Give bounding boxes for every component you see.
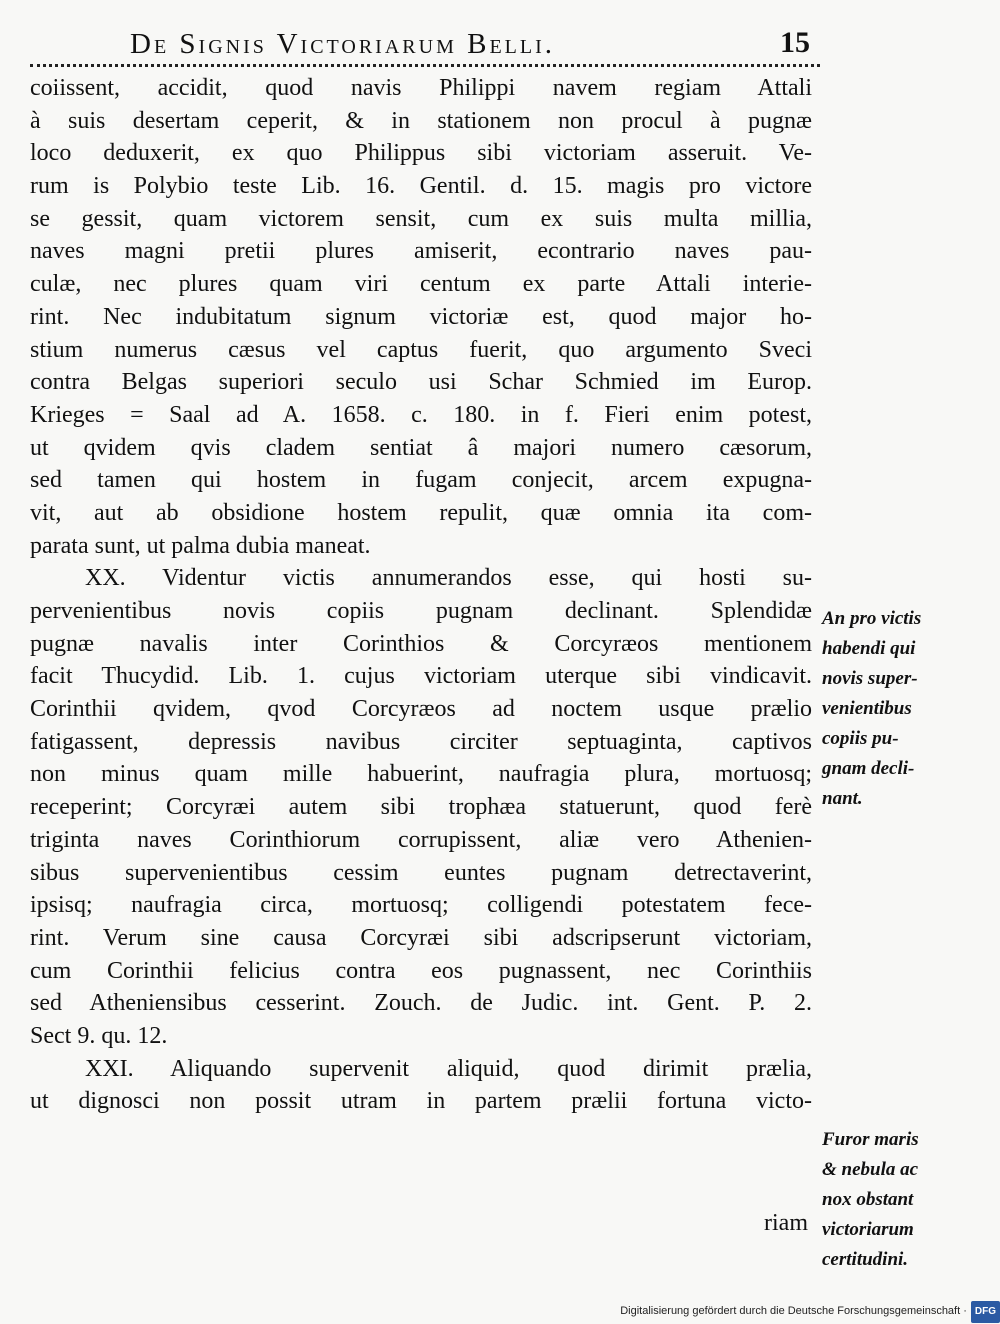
page-header [130, 24, 810, 64]
running-title: De Signis Victoriarum Belli. [130, 28, 555, 60]
margin-note-line: gnam decli- [822, 758, 915, 779]
catchword: riam [764, 1210, 808, 1236]
text-line: stium numerus cæsus vel captus fuerit, quo argumento Sveci [30, 336, 812, 363]
text-line: rint. Verum sine causa Corcyræi sibi adscripserunt victoriam, [30, 924, 812, 951]
text-line: fatigassent, depressis navibus circiter septuaginta, captivos [30, 728, 812, 755]
margin-note-line: An pro victis [822, 608, 922, 629]
text-line: vit, aut ab obsidione hostem repulit, quæ omnia ita com- [30, 499, 812, 526]
margin-note-line: certitudini. [822, 1249, 909, 1270]
text-line: pervenientibus novis copiis pugnam declinant. Splendidæ [30, 598, 812, 624]
text-line: ipsisq; naufragia circa, mortuosq; colligendi potestatem fece- [30, 892, 812, 919]
text-line: ut qvidem qvis cladem sentiat â majori numero cæsorum, [30, 434, 812, 461]
text-line: non minus quam mille habuerint, naufragia plura, mortuosq; [30, 761, 812, 788]
margin-note-line: & nebula ac [822, 1159, 919, 1180]
text-line: facit Thucydid. Lib. 1. cujus victoriam uterque sibi vindicavit. [30, 663, 812, 690]
section-heading-line: XX. Videntur victis annumerandos esse, qui hosti su- [85, 565, 812, 592]
text-line: ut dignosci non possit utram in partem prælii fortuna victo- [30, 1088, 812, 1115]
text-line: à suis desertam ceperit, & in stationem non procul à pugnæ [30, 107, 812, 134]
margin-note-victis [822, 604, 921, 814]
text-line: culæ, nec plures quam viri centum ex parte Attali interie- [30, 271, 812, 298]
margin-note-line: habendi qui [822, 638, 916, 659]
margin-note-furor [822, 1125, 919, 1275]
margin-note-line: venientibus [822, 698, 912, 719]
text-line: naves magni pretii plures amiserit, econtrario naves pau- [30, 238, 812, 265]
margin-note-line: copiis pu- [822, 728, 899, 749]
text-line: cum Corinthii felicius contra eos pugnassent, nec Corinthiis [30, 957, 812, 984]
text-line: Sect 9. qu. 12. [30, 1022, 168, 1049]
text-line: sed Atheniensibus cesserint. Zouch. de Judic. int. Gent. P. 2. [30, 990, 812, 1017]
text-line: rum is Polybio teste Lib. 16. Gentil. d. 15. magis pro victore [30, 173, 812, 200]
text-line: sibus supervenientibus cessim euntes pugnam detrectaverint, [30, 859, 812, 886]
text-line: coiissent, accidit, quod navis Philippi navem regiam Attali [30, 75, 812, 101]
text-line: se gessit, quam victorem sensit, cum ex suis multa millia, [30, 205, 812, 232]
text-line: sed tamen qui hostem in fugam conjecit, arcem expugna- [30, 467, 812, 494]
margin-note-line: Furor maris [822, 1129, 919, 1150]
main-text [30, 72, 812, 1118]
text-line: rint. Nec indubitatum signum victoriæ est, quod major ho- [30, 303, 812, 330]
text-line: Krieges = Saal ad A. 1658. c. 180. in f. Fieri enim potest, [30, 401, 812, 428]
text-line: parata sunt, ut palma dubia maneat. [30, 532, 371, 559]
text-line: receperint; Corcyræi autem sibi trophæa statuerunt, quod ferè [30, 794, 812, 821]
text-line: Corinthii qvidem, qvod Corcyræos ad noctem usque prælio [30, 696, 812, 723]
credit-text: Digitalisierung gefördert durch die Deutsche Forschungsgemeinschaft · [620, 1305, 967, 1317]
section-heading-line: XXI. Aliquando supervenit aliquid, quod dirimit prælia, [85, 1055, 812, 1082]
margin-note-line: novis super- [822, 668, 918, 689]
digitization-credit [605, 1301, 1000, 1321]
text-line: triginta naves Corinthiorum corrupissent, aliæ vero Athenien- [30, 826, 812, 853]
header-rule [30, 64, 820, 67]
page-number: 15 [780, 26, 810, 59]
text-line: loco deduxerit, ex quo Philippus sibi victoriam asseruit. Ve- [30, 140, 812, 167]
margin-note-line: nox obstant [822, 1189, 914, 1210]
margin-note-line: nant. [822, 788, 863, 809]
dfg-logo-icon: DFG [971, 1301, 1000, 1323]
text-line: contra Belgas superiori seculo usi Schar Schmied im Europ. [30, 369, 812, 396]
margin-note-line: victoriarum [822, 1219, 914, 1240]
text-line: pugnæ navalis inter Corinthios & Corcyræos mentionem [30, 630, 812, 657]
